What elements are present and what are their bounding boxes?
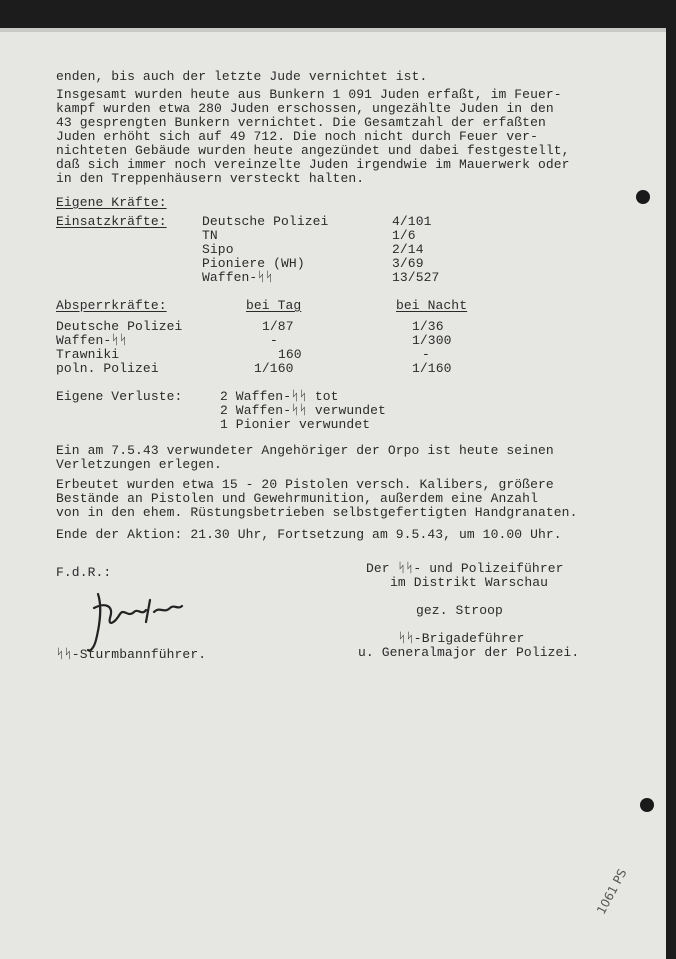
right-line: im Distrikt Warschau	[390, 575, 549, 590]
punch-hole	[636, 190, 650, 204]
einsatz-unit: Waffen-ᛋᛋ	[202, 270, 274, 285]
p2-line: Ein am 7.5.43 verwundeter Angehöriger der Orpo ist heute seinen	[56, 443, 554, 458]
punch-hole	[640, 798, 654, 812]
right-line: u. Generalmajor der Polizei.	[358, 645, 580, 660]
ende-line: Ende der Aktion: 21.30 Uhr, Fortsetzung am 9.5.43, um 10.00 Uhr.	[56, 527, 562, 542]
text-line-0: enden, bis auch der letzte Jude vernichtet ist.	[56, 69, 428, 84]
p3-line: Erbeutet wurden etwa 15 - 20 Pistolen versch. Kalibers, größere	[56, 477, 554, 492]
p1-line: kampf wurden etwa 280 Juden erschossen, ungezählte Juden in den	[56, 101, 554, 116]
right-line: gez. Stroop	[416, 603, 503, 618]
verluste-item: 2 Waffen-ᛋᛋ tot	[220, 389, 339, 404]
einsatz-unit: TN	[202, 228, 218, 243]
verluste-label: Eigene Verluste:	[56, 389, 183, 404]
p2-line: Verletzungen erlegen.	[56, 457, 222, 472]
absperr-unit: Waffen-ᛋᛋ	[56, 333, 128, 348]
right-line: ᛋᛋ-Brigadeführer	[398, 631, 525, 646]
absperr-day: 1/160	[254, 361, 294, 376]
p1-line: 43 gesprengten Bunkern vernichtet. Die Gesamtzahl der erfaßten	[56, 115, 546, 130]
col-header-night: bei Nacht	[396, 298, 468, 313]
absperr-day: 160	[278, 347, 302, 362]
absperr-label: Absperrkräfte:	[56, 298, 167, 313]
verluste-item: 1 Pionier verwundet	[220, 417, 371, 432]
einsatz-count: 3/69	[392, 256, 424, 271]
document-page	[0, 28, 666, 959]
einsatz-unit: Pioniere (WH)	[202, 256, 305, 271]
einsatz-unit: Deutsche Polizei	[202, 214, 329, 229]
p3-line: Bestände an Pistolen und Gewehrmunition, außerdem eine Anzahl	[56, 491, 538, 506]
right-line: Der ᛋᛋ- und Polizeiführer	[366, 561, 564, 576]
absperr-day: 1/87	[262, 319, 294, 334]
p1-line: in den Treppenhäusern versteckt halten.	[56, 171, 365, 186]
absperr-unit: Trawniki	[56, 347, 120, 362]
absperr-unit: poln. Polizei	[56, 361, 159, 376]
p3-line: von in den ehem. Rüstungsbetrieben selbstgefertigten Handgranaten.	[56, 505, 578, 520]
einsatz-count: 1/6	[392, 228, 416, 243]
col-header-day: bei Tag	[246, 298, 302, 313]
absperr-night: 1/300	[412, 333, 452, 348]
absperr-night: 1/36	[412, 319, 444, 334]
fdr-label: F.d.R.:	[56, 565, 112, 580]
eigene-kraefte-heading: Eigene Kräfte:	[56, 195, 167, 210]
einsatz-count: 13/527	[392, 270, 440, 285]
p1-line: Insgesamt wurden heute aus Bunkern 1 091 Juden erfaßt, im Feuer-	[56, 87, 562, 102]
einsatz-label: Einsatzkräfte:	[56, 214, 167, 229]
absperr-night: -	[422, 347, 430, 362]
absperr-unit: Deutsche Polizei	[56, 319, 183, 334]
left-rank: ᛋᛋ-Sturmbannführer.	[56, 647, 207, 662]
absperr-day: -	[270, 333, 278, 348]
verluste-item: 2 Waffen-ᛋᛋ verwundet	[220, 403, 386, 418]
margin-archive-number: 1061 PS	[594, 866, 630, 917]
p1-line: nichteten Gebäude wurden heute angezündet und dabei festgestellt,	[56, 143, 570, 158]
p1-line: daß sich immer noch vereinzelte Juden irgendwie im Mauerwerk oder	[56, 157, 570, 172]
einsatz-unit: Sipo	[202, 242, 234, 257]
einsatz-count: 4/101	[392, 214, 432, 229]
p1-line: Juden erhöht sich auf 49 712. Die noch nicht durch Feuer ver-	[56, 129, 538, 144]
absperr-night: 1/160	[412, 361, 452, 376]
einsatz-count: 2/14	[392, 242, 424, 257]
